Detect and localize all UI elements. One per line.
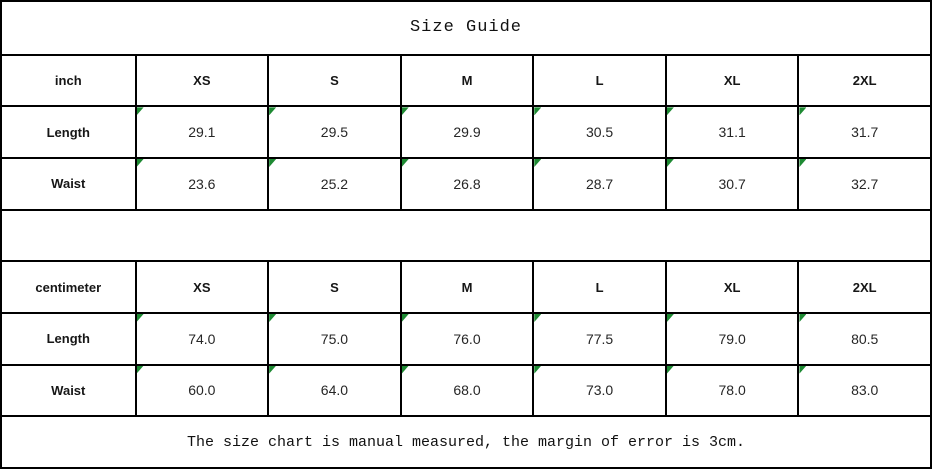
cell-flag-triangle-icon	[402, 314, 409, 322]
value-cell	[665, 107, 798, 157]
cell-flag-triangle-icon	[534, 366, 541, 374]
cell-flag-triangle-icon	[799, 107, 806, 115]
value-cell	[665, 159, 798, 209]
size-header-xs	[135, 56, 268, 106]
value-cell	[797, 107, 930, 157]
value-cell	[532, 314, 665, 364]
cell-flag-triangle-icon	[534, 314, 541, 322]
size-header-m	[400, 56, 533, 106]
size-label: XS	[193, 72, 211, 88]
unit-label: centimeter	[35, 279, 102, 295]
size-label: M	[461, 279, 473, 295]
inch-length-row	[2, 105, 930, 157]
cell-flag-triangle-icon	[667, 159, 674, 167]
value-cell	[532, 366, 665, 416]
cell-flag-triangle-icon	[667, 314, 674, 322]
size-label: XS	[193, 279, 211, 295]
value-cell	[797, 159, 930, 209]
spacer-row	[2, 209, 930, 261]
measurement-value: 26.8	[453, 175, 481, 192]
measurement-label: Waist	[51, 382, 86, 398]
measurement-value: 31.7	[851, 124, 879, 141]
size-header-2xl	[797, 56, 930, 106]
measurement-value: 83.0	[851, 382, 879, 399]
cell-flag-triangle-icon	[269, 107, 276, 115]
measurement-value: 30.7	[718, 175, 746, 192]
footer-note-row	[2, 415, 930, 467]
size-label: L	[595, 279, 604, 295]
size-header-xl	[665, 262, 798, 312]
size-label: S	[330, 279, 339, 295]
row-label-length	[2, 107, 135, 157]
measurement-disclaimer: The size chart is manual measured, the margin of error is 3cm.	[186, 433, 746, 451]
cell-flag-triangle-icon	[269, 314, 276, 322]
size-header-l	[532, 56, 665, 106]
inch-waist-row	[2, 157, 930, 209]
value-cell	[400, 366, 533, 416]
size-label: XL	[723, 279, 741, 295]
measurement-value: 76.0	[453, 330, 481, 347]
measurement-label: Length	[46, 331, 90, 347]
value-cell	[400, 107, 533, 157]
value-cell	[267, 159, 400, 209]
measurement-value: 73.0	[585, 382, 614, 399]
value-cell	[797, 366, 930, 416]
value-cell	[532, 159, 665, 209]
value-cell	[135, 107, 268, 157]
value-cell	[665, 314, 798, 364]
cell-flag-triangle-icon	[269, 366, 276, 374]
cell-flag-triangle-icon	[269, 159, 276, 167]
value-cell	[532, 107, 665, 157]
unit-label: inch	[54, 72, 82, 88]
measurement-value: 79.0	[718, 330, 746, 347]
centimeter-length-row	[2, 312, 930, 364]
cell-flag-triangle-icon	[402, 107, 409, 115]
value-cell	[135, 159, 268, 209]
value-cell	[400, 159, 533, 209]
size-header-s	[267, 56, 400, 106]
value-cell	[267, 366, 400, 416]
measurement-value: 25.2	[320, 175, 349, 192]
cell-flag-triangle-icon	[534, 159, 541, 167]
size-label: 2XL	[852, 72, 877, 88]
measurement-label: Length	[46, 124, 90, 140]
cell-flag-triangle-icon	[137, 159, 144, 167]
cell-flag-triangle-icon	[402, 159, 409, 167]
title-row	[2, 2, 930, 54]
size-header-xs	[135, 262, 268, 312]
measurement-value: 74.0	[188, 330, 216, 347]
size-label: S	[330, 72, 339, 88]
measurement-value: 80.5	[851, 330, 879, 347]
cell-flag-triangle-icon	[137, 107, 144, 115]
measurement-value: 64.0	[320, 382, 349, 399]
measurement-value: 60.0	[188, 382, 216, 399]
measurement-value: 29.1	[188, 124, 216, 141]
size-header-2xl	[797, 262, 930, 312]
page-title: Size Guide	[409, 18, 523, 38]
measurement-value: 28.7	[585, 175, 614, 192]
cell-flag-triangle-icon	[799, 159, 806, 167]
cell-flag-triangle-icon	[534, 107, 541, 115]
value-cell	[135, 314, 268, 364]
size-label: M	[461, 72, 473, 88]
measurement-label: Waist	[51, 176, 86, 192]
cell-flag-triangle-icon	[402, 366, 409, 374]
cell-flag-triangle-icon	[799, 366, 806, 374]
measurement-value: 75.0	[320, 330, 349, 347]
unit-cell-inch	[2, 56, 135, 106]
measurement-value: 30.5	[585, 124, 614, 141]
cell-flag-triangle-icon	[799, 314, 806, 322]
size-header-l	[532, 262, 665, 312]
size-label: L	[595, 72, 604, 88]
value-cell	[797, 314, 930, 364]
centimeter-header-row	[2, 260, 930, 312]
row-label-waist	[2, 159, 135, 209]
unit-cell-centimeter	[2, 262, 135, 312]
inch-header-row	[2, 54, 930, 106]
value-cell	[267, 107, 400, 157]
size-header-m	[400, 262, 533, 312]
row-label-waist	[2, 366, 135, 416]
measurement-value: 77.5	[585, 330, 614, 347]
measurement-value: 78.0	[718, 382, 746, 399]
measurement-value: 32.7	[851, 175, 879, 192]
measurement-value: 29.5	[320, 124, 349, 141]
size-header-xl	[665, 56, 798, 106]
value-cell	[267, 314, 400, 364]
cell-flag-triangle-icon	[137, 314, 144, 322]
value-cell	[665, 366, 798, 416]
measurement-value: 31.1	[718, 124, 746, 141]
value-cell	[400, 314, 533, 364]
measurement-value: 29.9	[453, 124, 481, 141]
measurement-value: 68.0	[453, 382, 481, 399]
size-label: XL	[723, 72, 741, 88]
size-label: 2XL	[852, 279, 877, 295]
centimeter-waist-row	[2, 364, 930, 416]
row-label-length	[2, 314, 135, 364]
cell-flag-triangle-icon	[667, 107, 674, 115]
cell-flag-triangle-icon	[667, 366, 674, 374]
measurement-value: 23.6	[188, 175, 216, 192]
value-cell	[135, 366, 268, 416]
size-header-s	[267, 262, 400, 312]
cell-flag-triangle-icon	[137, 366, 144, 374]
